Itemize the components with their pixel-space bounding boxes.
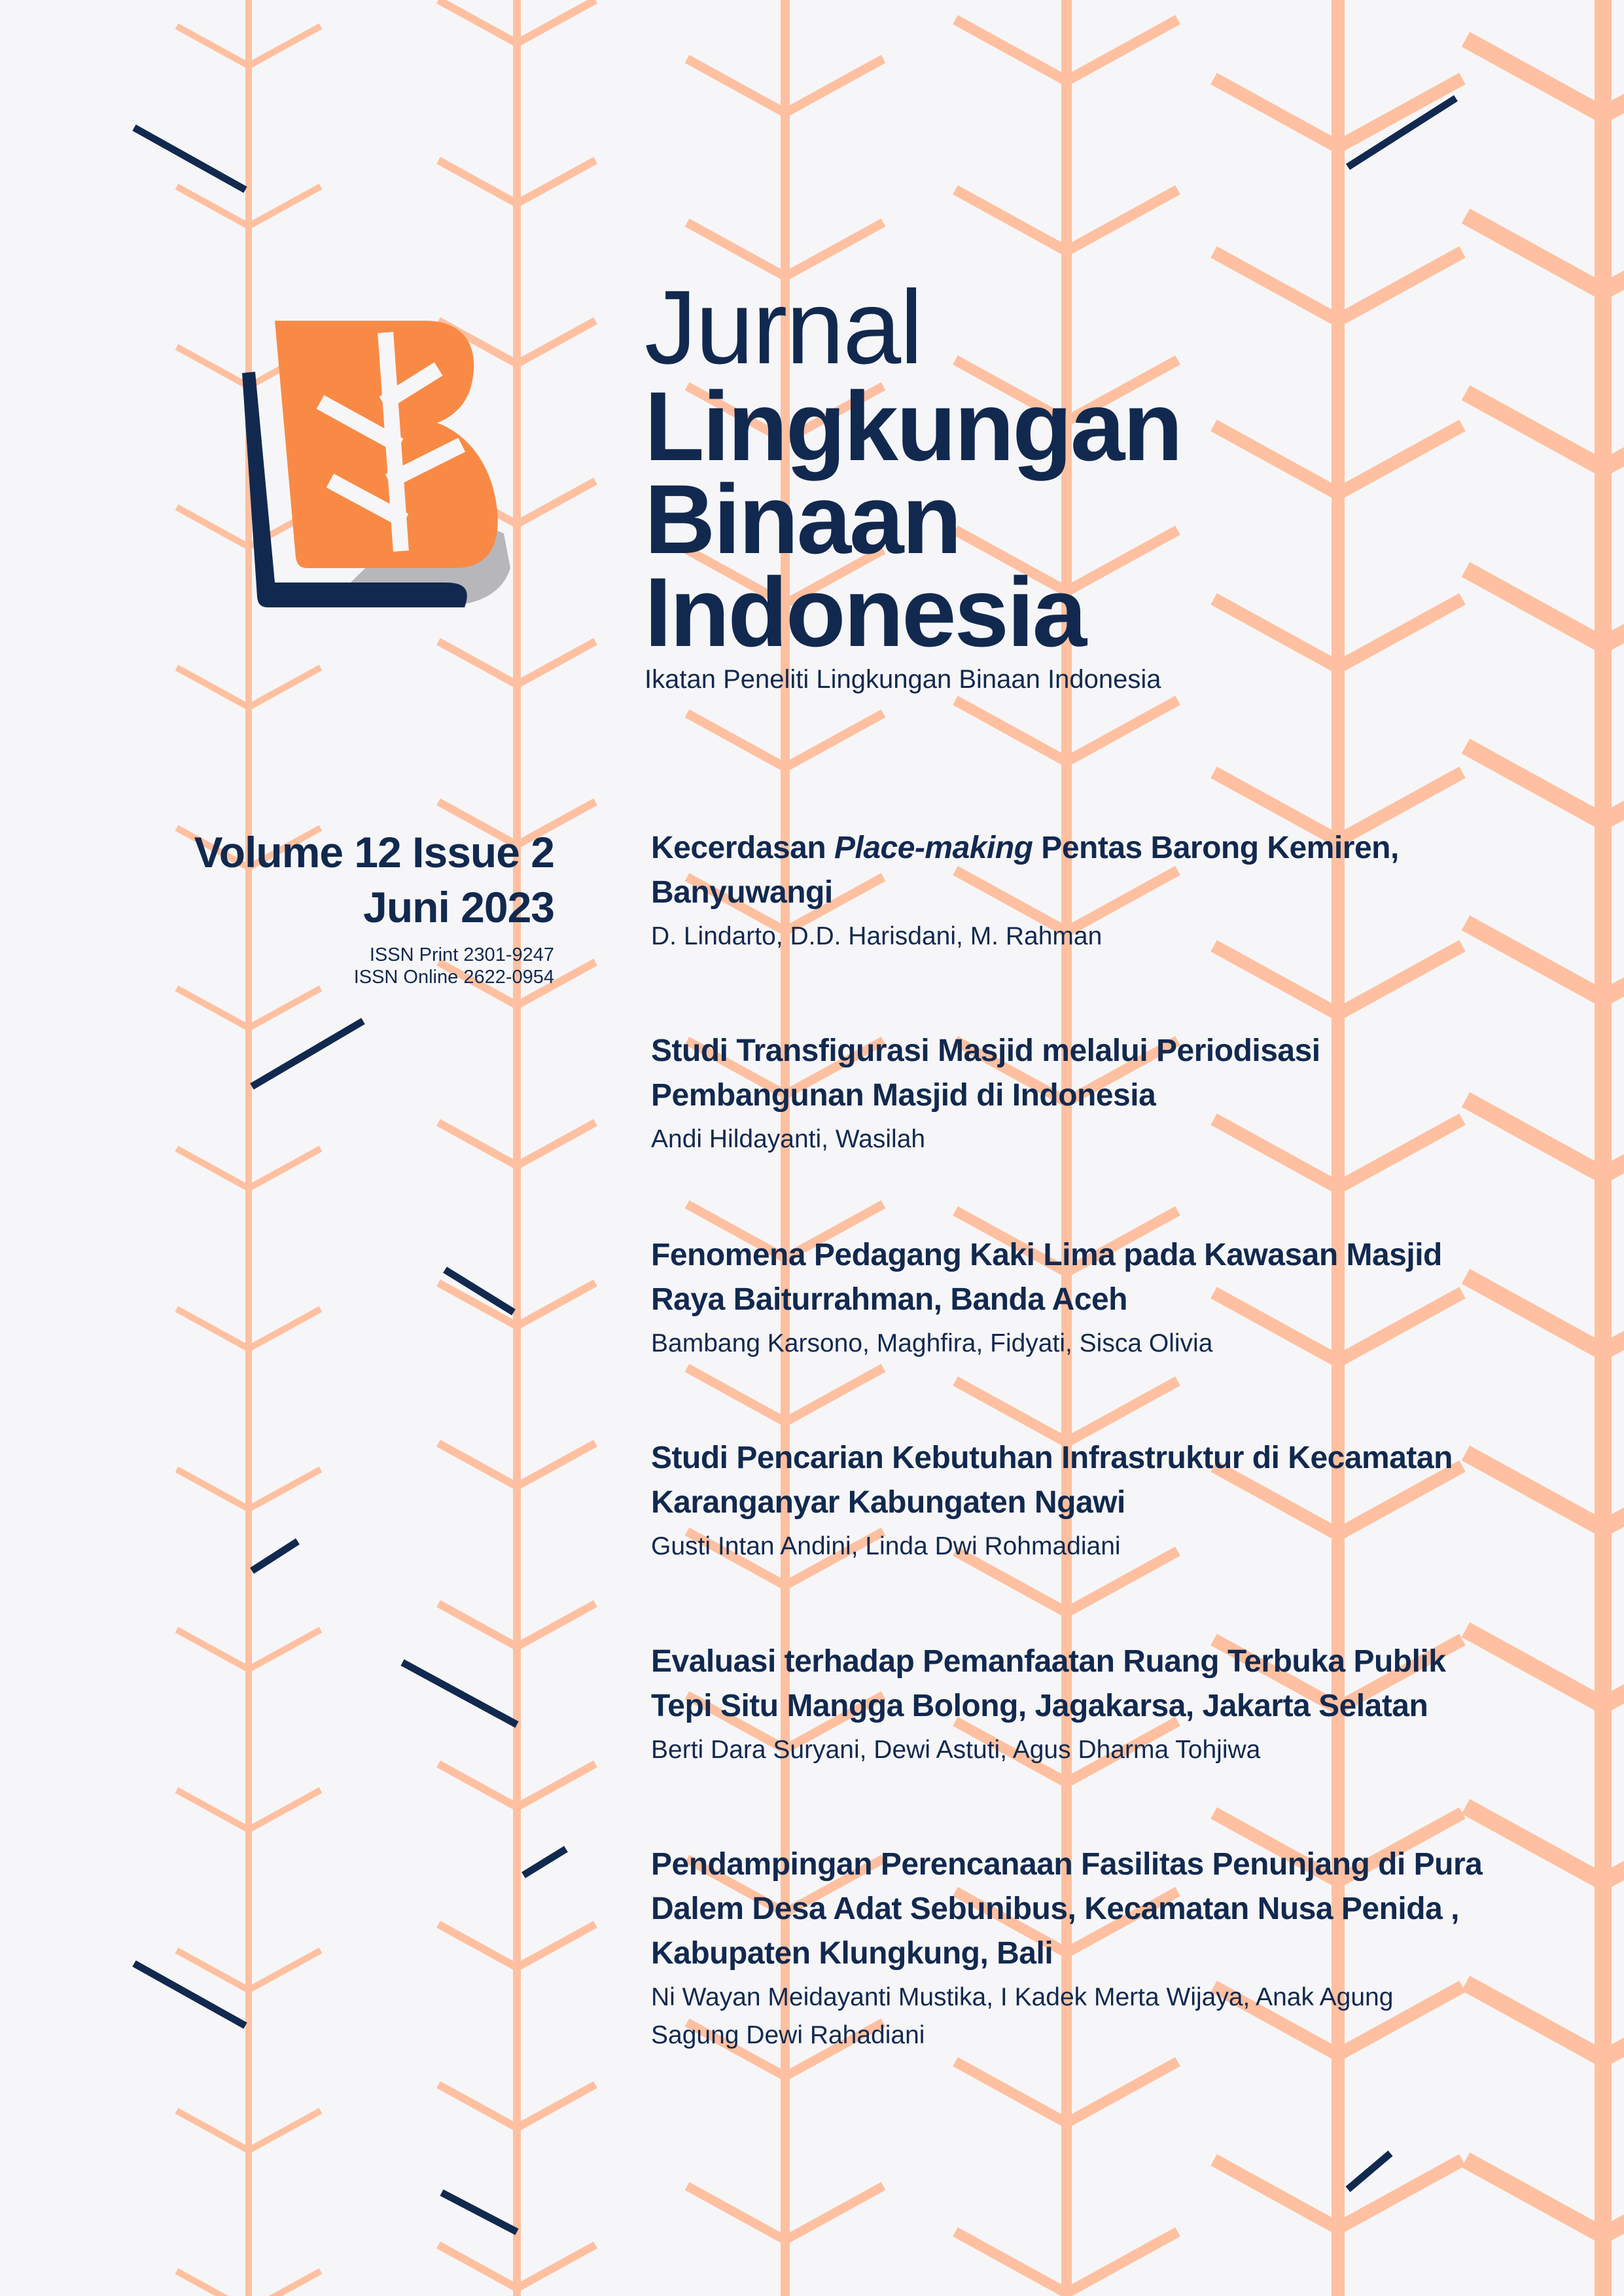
article-authors: D. Lindarto, D.D. Harisdani, M. Rahman [651,922,1103,950]
issue-date: Juni 2023 [363,883,554,931]
publisher-name: Ikatan Peneliti Lingkungan Binaan Indonesia [644,665,1161,694]
branch-twig [177,2271,249,2296]
article-title[interactable]: Fenomena Pedagang Kaki Lima pada Kawasan Masjid Raya Baiturrahman, Banda Aceh [651,1238,1442,1317]
branch-twig [955,2062,1067,2123]
branch-twig [249,1309,321,1349]
navy-accent-stroke [523,1849,566,1875]
branch-twig [177,668,249,708]
article-entry[interactable] [651,1436,1502,1566]
branch-twig [1067,2062,1178,2123]
article-authors: Bambang Karsono, Maghfira, Fidyati, Sisca Olivia [651,1329,1213,1357]
branch-twig [687,1368,785,1422]
branch-twig [249,1630,321,1670]
navy-accent-stroke [252,1541,298,1571]
branch-twig [249,1790,321,1830]
branch-twig [1466,39,1603,115]
branch-twig [517,1283,595,1326]
issn-print: ISSN Print 2301-9247 [369,944,554,965]
branch-twig [438,1122,517,1166]
branch-twig [249,988,321,1028]
navy-accent-stroke [442,2193,517,2232]
branch-twig [1214,946,1338,1014]
branch-twig [1466,746,1603,822]
branch-twig [177,26,249,66]
issue-info [96,825,554,988]
branch-twig [249,187,321,226]
masthead-binaan: Binaan [644,464,961,574]
article-title[interactable]: Evaluasi terhadap Pemanfaatan Ruang Terbuka Publik Tepi Situ Mangga Bolong, Jagakarsa, Jakarta Selatan [651,1644,1446,1723]
branch-twig [955,2232,1067,2293]
branch-twig [438,2085,517,2128]
masthead-indonesia: Indonesia [644,557,1086,667]
branch-twig [1214,79,1338,147]
branch-twig [1214,2160,1338,2229]
article-authors: Berti Dara Suryani, Dewi Astuti, Agus Dharma Tohjiwa [651,1736,1261,1764]
article-authors: Gusti Intan Andini, Linda Dwi Rohmadiani [651,1532,1121,1560]
navy-accent-stroke [1348,2153,1390,2189]
branch-twig [249,2111,321,2151]
branch-twig [177,988,249,1028]
article-entry[interactable] [651,1640,1502,1769]
branch-twig [177,1149,249,1189]
branch-twig [785,59,883,113]
branch-twig [177,1950,249,1990]
branch-twig [438,1924,517,1967]
issn-online: ISSN Online 2622-0954 [353,967,554,988]
branch-twig [687,59,785,113]
article-title[interactable]: Pendampingan Perencanaan Fasilitas Penunjang di Pura Dalem Desa Adat Sebunibus, Kecamatan Nusa Penida , Kabupaten Klungkung, Bali [651,1847,1483,1971]
masthead-lingkungan: Lingkungan [644,371,1181,481]
article-title[interactable]: Studi Pencarian Kebutuhan Infrastruktur di Kecamatan Karanganyar Kabungaten Ngawi [651,1441,1453,1520]
branch-twig [687,2186,785,2240]
article-entry[interactable] [651,826,1502,956]
journal-masthead [644,268,1495,695]
branch-twig [955,700,1067,762]
branch-twig [517,641,595,685]
branch-twig [785,2186,883,2240]
branch-twig [517,1604,595,1647]
branch-twig [517,1924,595,1967]
navy-accent-stroke [134,128,245,190]
branch-twig [1067,190,1178,251]
branch-twig [955,1381,1067,1443]
branch-twig [438,641,517,685]
article-entry[interactable] [651,1029,1502,1158]
branch-twig [517,1443,595,1486]
branch-twig [1338,2160,1462,2229]
branch-twig [517,160,595,204]
branch-twig [517,0,595,43]
navy-accent-stroke [402,1662,517,1725]
branch-twig [438,160,517,204]
branch-twig [517,1764,595,1807]
branch-twig [955,190,1067,251]
branch-twig [249,1469,321,1509]
article-authors: Ni Wayan Meidayanti Mustika, I Kadek Merta Wijaya, Anak Agung Sagung Dewi Rahadiani [651,1983,1394,2049]
branch-twig [955,20,1067,81]
branch-twig [1067,2232,1178,2293]
branch-twig [1338,946,1462,1014]
branch-twig [785,1368,883,1422]
branch-twig [517,2245,595,2288]
volume-issue: Volume 12 Issue 2 [194,828,554,876]
article-title[interactable]: Studi Transfigurasi Masjid melalui Periodisasi Pembangunan Masjid di Indonesia [651,1033,1320,1113]
branch-twig [177,1790,249,1830]
branch-twig [177,187,249,226]
branch-twig [785,713,883,768]
navy-accent-stroke [134,1964,245,2026]
branch-twig [177,1309,249,1349]
branch-twig [249,26,321,66]
branch-twig [438,0,517,43]
branch-twig [177,2111,249,2151]
branch-twig [177,1630,249,1670]
branch-twig [438,1764,517,1807]
article-authors: Andi Hildayanti, Wasilah [651,1125,926,1153]
article-entry[interactable] [651,1233,1502,1363]
branch-twig [517,2085,595,2128]
branch-twig [517,1122,595,1166]
branch-twig [438,1604,517,1647]
branch-twig [438,2245,517,2288]
branch-twig [249,2271,321,2296]
branch-twig [249,668,321,708]
journal-logo [229,308,556,635]
branch-twig [1466,2160,1603,2236]
navy-accent-stroke [252,1021,363,1086]
branch-twig [249,1149,321,1189]
article-entry[interactable] [651,1842,1502,2054]
branch-twig [249,1950,321,1990]
branch-twig [1067,700,1178,762]
branch-twig [1067,1381,1178,1443]
branch-twig [177,1469,249,1509]
branch-twig [687,713,785,768]
masthead-jurnal: Jurnal [644,268,922,386]
branch-twig [438,1443,517,1486]
branch-twig [1067,20,1178,81]
article-title[interactable]: Kecerdasan Place-making Pentas Barong Kemiren, Banyuwangi [651,831,1399,910]
